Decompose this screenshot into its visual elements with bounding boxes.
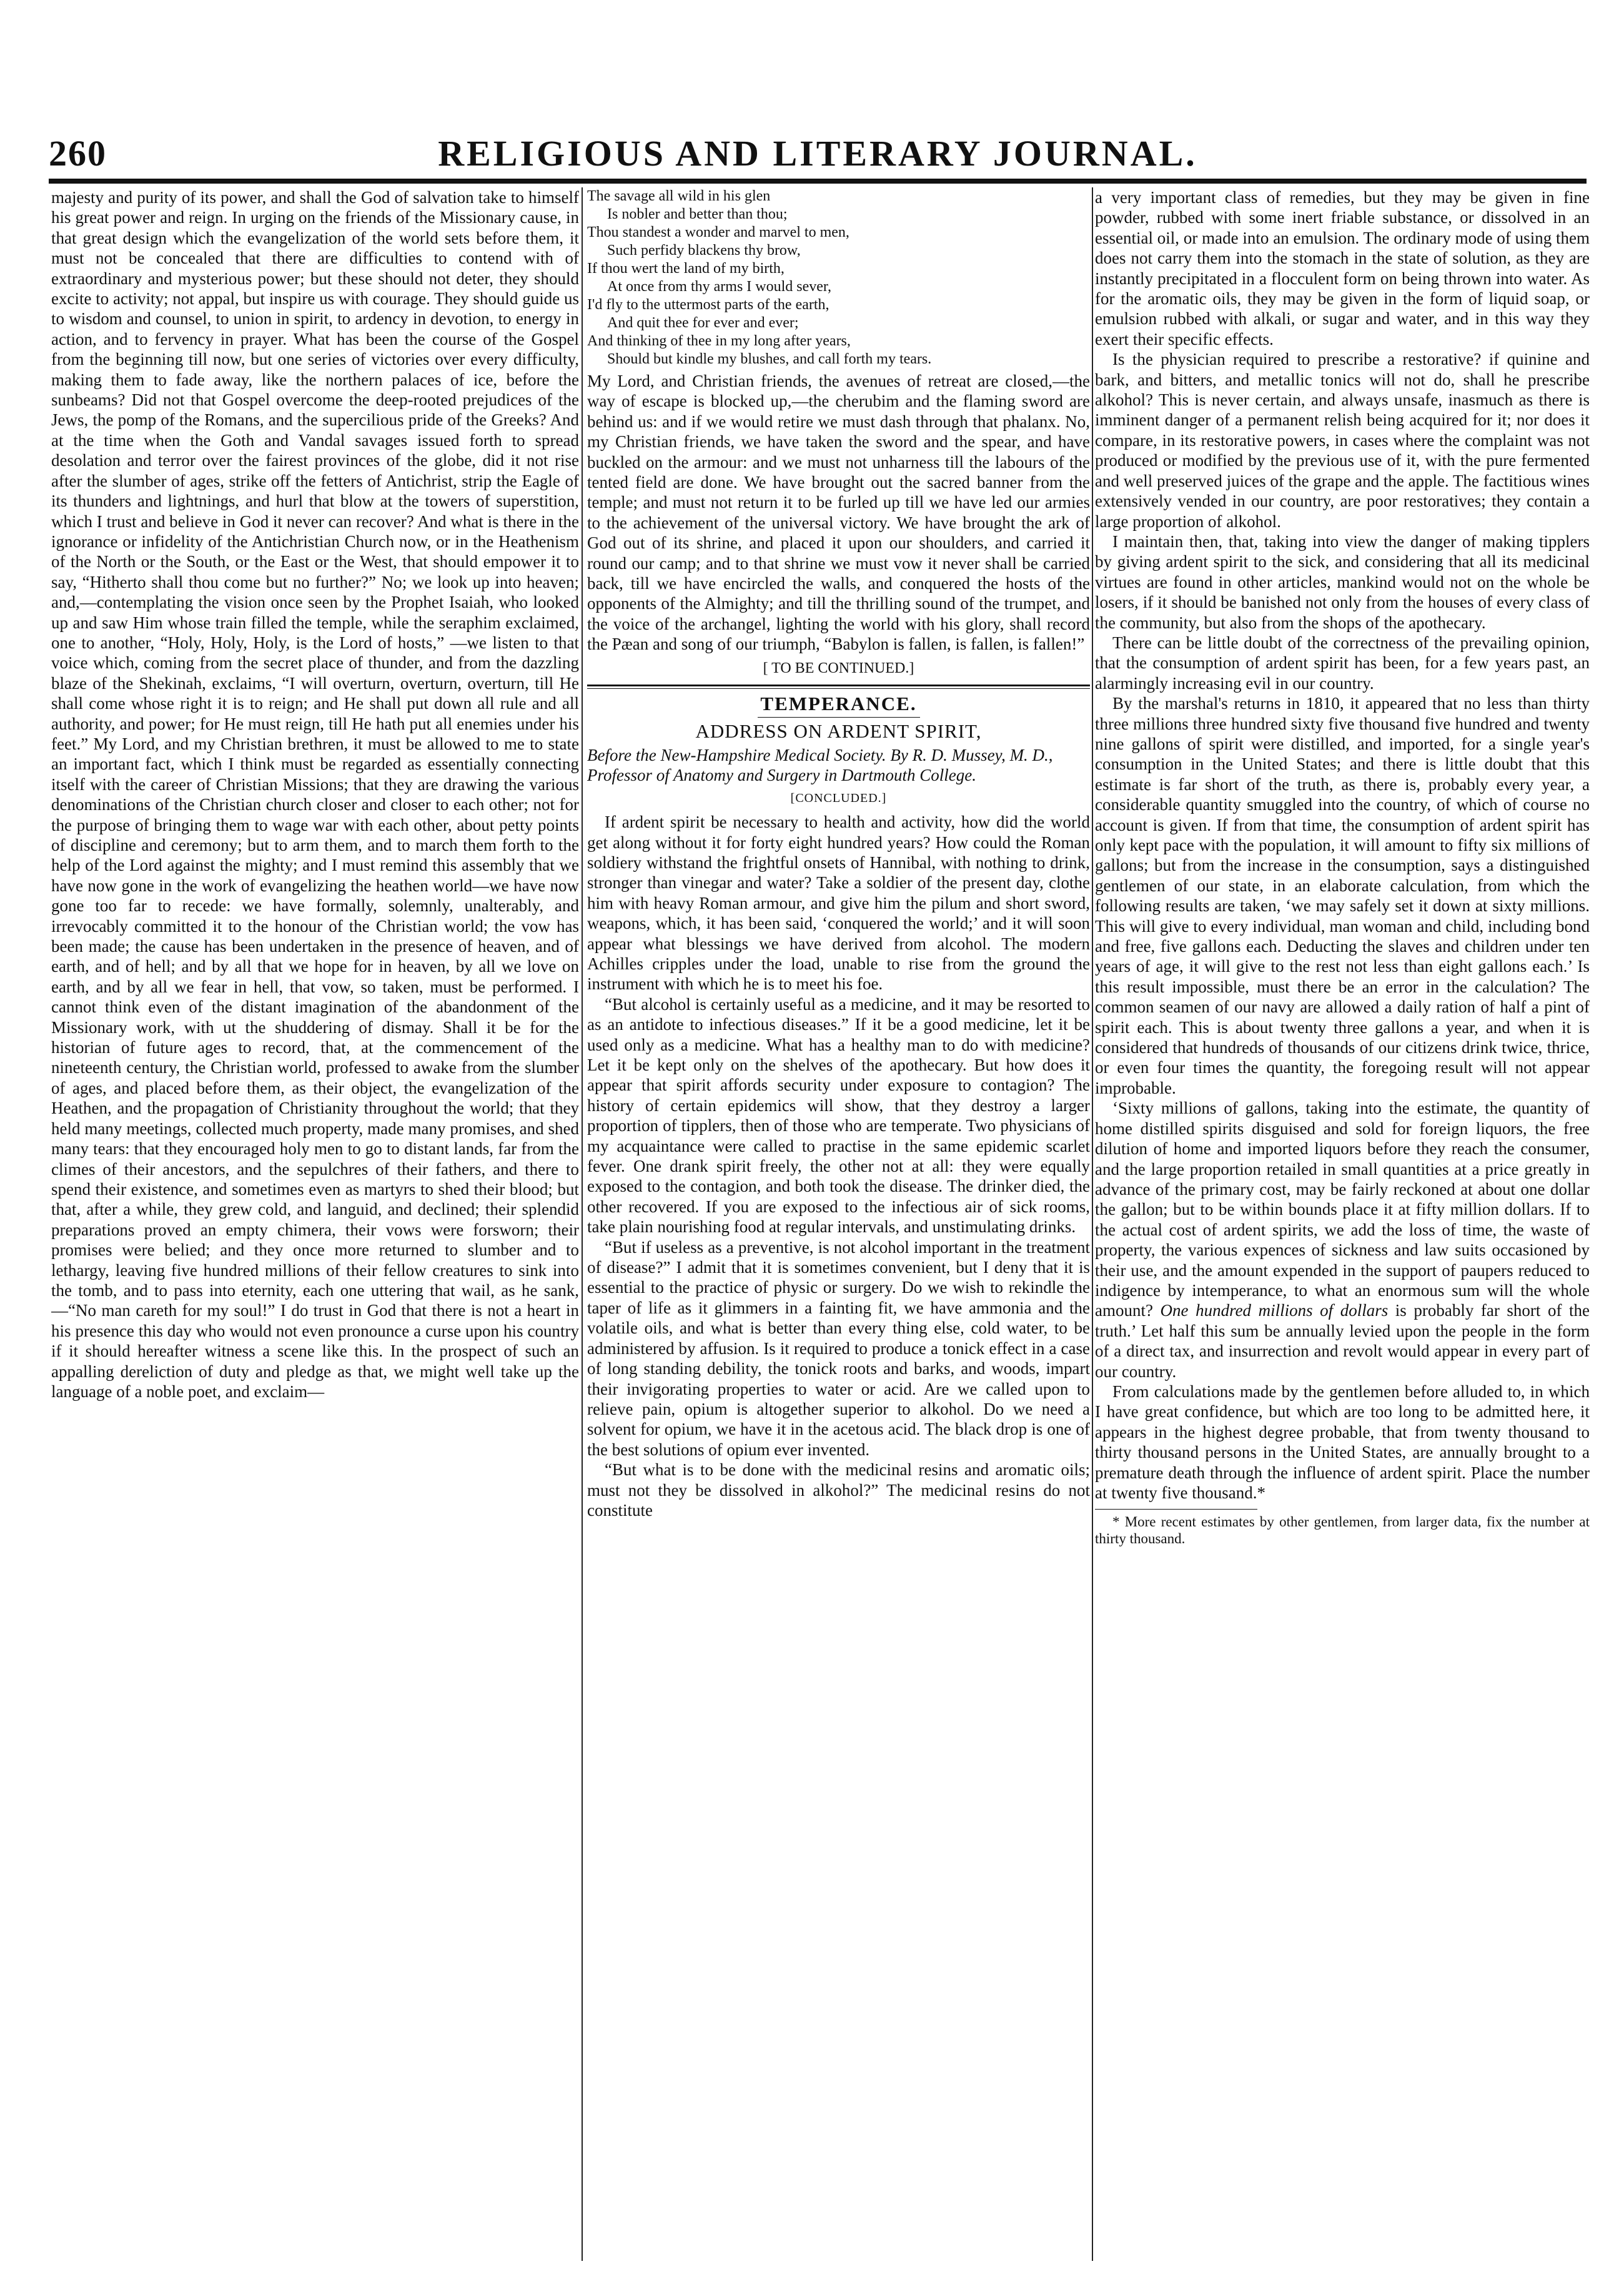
body-paragraph: “But alcohol is certainly useful as a medicine, and it may be resorted to as an antidote to infectious diseases.” If it be a good medicine, let it be used only as a medicine. What has a healthy man to do with medicine? Let it be kept only on the shelves of the apothecary. But how does it appear that spirit affords security under exposure to contagion? The history of certain epidemics will show, that they destroy a larger proportion of tipplers, then of those who are temperate. Two physicians of my acquaintance were called to practise in the same epidemic scarlet fever. One drank spirit freely, the other not at all: they were equally exposed to the contagion, and both took the disease. The drinker died, the other recovered. If you are exposed to the infectious air of sick rooms, take plain nourishing food at regular intervals, and unstimulating drinks.: [587, 994, 1090, 1237]
poem-line: At once from thy arms I would sever,: [607, 279, 831, 295]
footnote-rule: [1095, 1509, 1257, 1510]
body-paragraph: If ardent spirit be necessary to health and activity, how did the world get along without it for forty eight hundred years? How could the Roman soldiery withstand the frightful onsets of Hannibal, with nothing to drink, stronger than vinegar and water? Take a soldier of the present day, clothe him with heavy Roman armour, and give him the pilum and short sword, weapons, which, it has been said, ‘conquered the world;’ and it will soon appear what blessings we have derived from alcohol. The modern Achilles cripples under the load, unable to rise from the ground the instrument with which he is to meet his foe.: [587, 813, 1090, 994]
article-byline: Before the New-Hampshire Medical Society. By R. D. Mussey, M. D., Professor of Anatomy and Surgery in Dartmouth College.: [587, 745, 1053, 785]
column-middle: [587, 187, 1090, 2248]
body-paragraph: From calculations made by the gentlemen before alluded to, in which I have great confidence, but which are too long to be admitted here, it appears in the highest degree probable, that from twenty thousand to thirty thousand persons in the United States, are annually brought to a premature death through the influence of ardent spirit. Place the number at twenty five thousand.*: [1095, 1382, 1590, 1502]
running-title: RELIGIOUS AND LITERARY JOURNAL.: [438, 133, 1197, 174]
to-be-continued-note: [ TO BE CONTINUED.]: [763, 660, 914, 676]
body-paragraph: I maintain then, that, taking into view the danger of making tipplers by giving ardent spirit to the sick, and considering that all its medicinal virtues are found in other articles, mankind would not on the whole be losers, if it should be banished not only from the houses of every class of the community, but also from the shops of the apothecary.: [1095, 531, 1590, 632]
poem-line: Should but kindle my blushes, and call forth my tears.: [607, 351, 932, 367]
column-left: [51, 187, 579, 2248]
poem-line: Is nobler and better than thou;: [607, 206, 788, 222]
body-paragraph: By the marshal's returns in 1810, it appeared that no less than thirty three millions three hundred sixty five thousand five hundred and twenty nine gallons of spirit were distilled, and imported, for a single year's consumption in the United States; and there is little doubt that this estimate is far short of the truth, as there is, probably every year, a considerable quantity smuggled into the country, of which of course no account is given. If from that time, the consumption of ardent spirit has only kept pace with the population, it will amount to fifty six millions of gallons; but from the increase in the consumption, says a distinguished gentlemen of our state, in an elaborate calculation, from which the following results are taken, ‘we may safely set it down at sixty millions. This will give to every individual, man woman and child, including bond and free, five gallons each. Deducting the slaves and children under ten years of age, it will give to the rest not less than eight gallons each.’ Is this result impossible, must there be an error in the calculation? The common seamen of our navy are allowed a daily ration of half a pint of spirit each. This is about twenty three gallons a year, and when it is considered that hundreds of thousands of our citizens drink twice, thrice, or even four times the quantity, the foregoing result will not appear improbable.: [1095, 694, 1590, 1097]
poem-line: Such perfidy blackens thy brow,: [607, 242, 801, 259]
body-paragraph: “But if useless as a preventive, is not alcohol important in the treatment of disease?” I admit that it is sometimes convenient, but I deny that it is essential to the practice of physic or surgery. Do we wish to rekindle the taper of life as it glimmers in a fainting fit, we have ammonia and the volatile oils, and what is better than every thing else, cold water, to be administered by affusion. Is it required to produce a tonick effect in a case of long standing debility, the tonick roots and barks, and woods, impart their invigorating properties to water or acid. Are we called upon to relieve pain, opium is altogether superior to alkohol. Do we need a solvent for opium, we have it in the acetous acid. The black drop is one of the best solutions of opium ever invented.: [587, 1237, 1090, 1459]
concluded-note: [CONCLUDED.]: [790, 791, 887, 805]
page-header: [49, 132, 1587, 176]
body-paragraph: “But what is to be done with the medicinal resins and aromatic oils; must not they be dissolved in alkohol?” The medicinal resins do not constitute: [587, 1460, 1090, 1520]
footnote: * More recent estimates by other gentlemen, from larger data, fix the number at thirty thousand.: [1095, 1514, 1590, 1547]
article-title: ADDRESS ON ARDENT SPIRIT,: [695, 719, 982, 742]
body-paragraph: a very important class of remedies, but they may be given in fine powder, rubbed with some inert friable substance, or dissolved in an essential oil, or made into an emulsion. The ordinary mode of using them does not carry them into the stomach in the state of solution, as they are instantly precipitated in a flocculent form on being thrown into water. As for the aromatic oils, they may be given in the form of liquid soap, or emulsion rubbed with alkali, or sugar and water, and in this way they exert their specific effects.: [1095, 188, 1590, 349]
poem-line: I'd fly to the uttermost parts of the earth,: [587, 297, 829, 313]
body-paragraph: There can be little doubt of the correctness of the prevailing opinion, that the consumption of ardent spirit has been, for a few years past, an alarmingly increasing evil in our country.: [1095, 633, 1590, 693]
poem-line: If thou wert the land of my birth,: [587, 260, 785, 277]
poem-line: And thinking of thee in my long after years,: [587, 333, 851, 349]
poem-line: Thou standest a wonder and marvel to men,: [587, 224, 849, 240]
section-title: TEMPERANCE.: [760, 693, 917, 715]
column-divider: [582, 187, 583, 2261]
header-rule: [49, 179, 1587, 184]
poem-line: The savage all wild in his glen: [587, 188, 771, 204]
paragraph-text: ‘Sixty millions of gallons, taking into the estimate, the quantity of home distilled spirits disguised and sold for foreign liquors, the free dilution of home and imported liquors before they reach the consumer, and the large proportion retailed in small quantities at a price greatly in advance of the primary cost, may be fairly reckoned at about one dollar the gallon; but to be within bounds place it at fifty million dollars. If to the actual cost of ardent spirits, we add the loss of time, the waste of property, the various expences of sickness and law suits occasioned by their use, and the amount expended in the support of paupers reduced to indigence by intemperance, to what an enormous sum will the whole amount?: [1095, 1099, 1590, 1320]
column-divider: [1092, 187, 1093, 2261]
title-rule: [758, 717, 920, 718]
body-paragraph: Is the physician required to prescribe a restorative? if quinine and bark, and bitters, and metallic tonics will not do, shall he prescribe alkohol? This is never certain, and always unsafe, inasmuch as there is imminent danger of a permanent relish being acquired for it; nor does it compare, in its restorative powers, in cases where the complaint was not produced or modified by the previous use of it, with the pure fermented and well preserved juices of the grape and the apple. The factitious wines extensively vended in our country, are poor restoratives; they contain a large proportion of alkohol.: [1095, 350, 1590, 531]
emphasis-text: One hundred millions of dollars: [1160, 1301, 1389, 1320]
page-number: 260: [49, 133, 107, 174]
paragraph-text: is probably far short of the truth.’ Let half this sum be annually levied upon the people in the form of a direct tax, and insurrection and revolt would appear in every part of our country.: [1095, 1301, 1590, 1381]
body-paragraph: My Lord, and Christian friends, the avenues of retreat are closed,—the way of escape is blocked up,—the cherubim and the flaming sword are behind us: and if we would retire we must dash through that phalanx. No, my Christian friends, we have taken the sword and the spear, and have buckled on the armour: and we must not unharness till the labours of the tented field are done. We have brought out the sacred banner from the temple; and must not return it to be furled up till we have led our armies to the achievement of the universal victory. We have brought the ark of God out of its shrine, and placed it upon our shoulders, and carried it round our camp; and to that shrine we must vow it never shall be carried back, till we have encircled the walls, and conquered the hosts of the opponents of the Almighty; and till the thrilling sound of the trumpet, and the voice of the archangel, lighting the world with his glory, shall record the Pæan and song of our triumph, “Babylon is fallen, is fallen, is fallen!”: [587, 372, 1090, 654]
section-rule: [587, 685, 1090, 689]
column-right: [1095, 187, 1590, 2248]
body-paragraph: majesty and purity of its power, and shall the God of salvation take to himself his great power and reign. In urging on the friends of the Missionary cause, in that great design which the evangelization of the world sets before them, it must not be concealed that there are difficulties to contend with of extraordinary and mysterious power; but these should not deter, they should excite to activity; not appal, but inspire us with courage. They should guide us to wisdom and counsel, to union in spirit, to ardency in devotion, to energy in action, and to fervency in prayer. What has been the course of the Gospel from the beginning till now, but one series of victories over every difficulty, making them to fade away, like the northern palaces of ice, before the sunbeams? Did not that Gospel overcome the deep-rooted prejudices of the Jews, the pomp of the Romans, and the supercilious pride of the Greeks? And at the time when the Goth and Vandal savages issued forth to spread desolation and terror over the fairest provinces of the globe, did it not rise after the slumber of ages, strike off the fetters of Antichrist, strip the Eagle of its thunders and lightnings, and hurl that blow at the towers of superstition, which I trust and believe in God it never can recover? And what is there in the ignorance or infidelity of the Antichristian Church now, or in the Heathenism of the North or the South, or the East or the West, that should empower it to say, “Hitherto shall thou come but no further?” No; we look up into heaven; and,—contemplating the vision once seen by the Prophet Isaiah, who looked up and saw Him whose train filled the temple, while the seraphim exclaimed, one to another, “Holy, Holy, Holy, is the Lord of hosts,” —we listen to that voice which, coming from the secret place of thunder, and from the dazzling blaze of the Shekinah, exclaims, “I will overturn, overturn, overturn, till He shall come whose right it is to reign; and He shall put down all rule and all authority, and power; for He must reign, till He hath put all enemies under his feet.” My Lord, and my Christian brethren, it must be allowed to me to state an important fact, which I think must be regarded as essentially connecting itself with the career of Christian Missions; that they are drawing the various denominations of the Christian church closer and closer to each other; not for the purpose of bringing them to wage war with each other, about petty points of discipline and ceremony; but to arm them, and to march them forth to the help of the Lord against the mighty; and I must remind this assembly that we have now gone in the work of evangelizing the heathen world—we have now gone too far to recede: we have formally, solemnly, unalterably, and irrevocably committed it to the honour of the Christian world; the vow has been made; the cause has been undertaken in the presence of heaven, and of earth, and of hell; and by all that we hope for in heaven, by all we love on earth, and by all we fear in hell, that vow, so taken, must be performed. I cannot think even of the distant imagination of the abandonment of the Missionary work, with ut the shuddering of dismay. Shall it be for the historian of future ages to record, that, at the commencement of the nineteenth century, the Christian world, professed to awake from the slumber of ages, and placed before them, as their object, the evangelization of the Heathen, and the propagation of Christianity throughout the world; that they held many meetings, collected much property, made many promises, and shed many tears: that they encouraged holy men to go to distant lands, far from the climes of their ancestors, and the sepulchres of their fathers, and there to spend their existence, and sometimes even as martyrs to shed their blood; but that, after a while, they grew cold, and languid, and declined; their splendid preparations proved an empty chimera, their vows were forsworn; their promises were belied; and they once more returned to slumber and to lethargy, leaving five hundred millions of their fellow creatures to sink into the tomb, and to pass into eternity, each one uttering that wail, as he sank,—“No man careth for my soul!” I do trust in God that there is not a heart in his presence this day who would not even pronounce a curse upon his country if it should hereafter witness a scene like this. In the prospect of such an appalling dereliction of duty and pledge as that, we might well take up the language of a noble poet, and exclaim—: [51, 188, 579, 1401]
body-paragraph: [1095, 1098, 1590, 1382]
poem-line: And quit thee for ever and ever;: [607, 315, 799, 331]
poem-stanza: [587, 187, 1090, 368]
